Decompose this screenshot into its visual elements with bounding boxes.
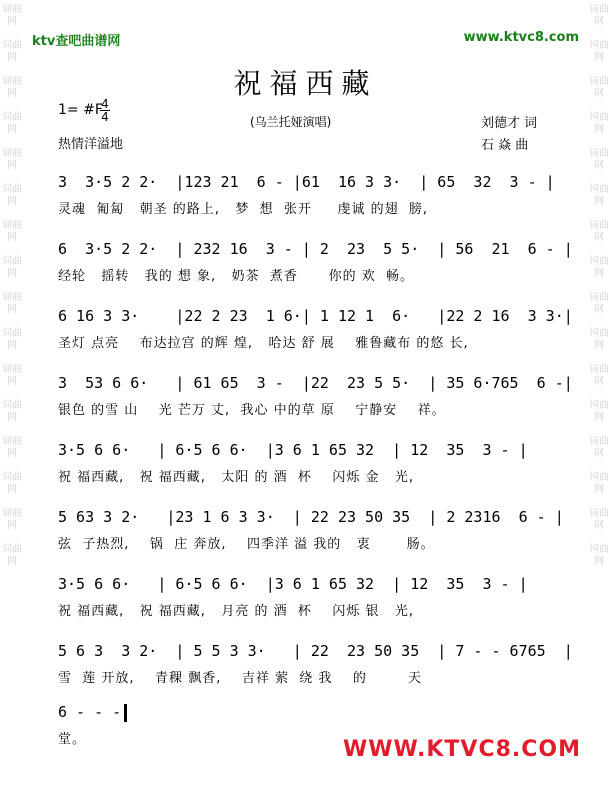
lyric-line: 经轮 摇转 我的 想 象, 奶茶 煮香 你的 欢 畅。	[58, 269, 415, 284]
side-char: 词曲网	[589, 4, 609, 27]
lyric-line: 灵魂 匍匐 朝圣 的路上, 梦 想 张开 虔诚 的翅 膀,	[58, 202, 429, 217]
lyric-line: 雪 莲 开放, 青稞 飘香, 吉祥 萦 绕 我 的 天	[58, 671, 422, 686]
tempo-mood: 热情洋溢地	[58, 137, 124, 152]
side-char: 词曲网	[589, 184, 609, 207]
lyric-line: 银色 的雪 山 光 芒万 丈, 我心 中的草 原 宁静安 祥。	[58, 403, 446, 418]
site-url-link[interactable]: www.ktvc8.com	[463, 30, 579, 45]
side-char: 词曲网	[2, 292, 22, 315]
site-watermark: WWW.KTVC8.COM	[343, 737, 581, 762]
score-row-7	[58, 572, 568, 622]
side-char: 词曲网	[589, 436, 609, 459]
lyric-line: 祝 福西藏, 祝 福西藏, 太阳 的 酒 杯 闪烁 金 光,	[58, 470, 415, 485]
right-watermark-strip	[587, 0, 611, 790]
side-char: 词曲网	[2, 400, 22, 423]
side-char: 词曲网	[589, 400, 609, 423]
notation-line: 5 63 3 2· |23 1 6 3 3· | 22 23 50 35 | 2 2316 6 - |	[58, 508, 564, 526]
key-signature: 1= #F	[58, 102, 103, 118]
side-char: 词曲网	[2, 40, 22, 63]
singer-credit: (乌兰托娅演唱)	[250, 115, 332, 129]
notation-line: 3 53 6 6· | 61 65 3 - |22 23 5 5· | 35 6·765 6 -|	[58, 374, 573, 392]
composer-credit: 石 焱 曲	[481, 138, 529, 153]
score-row-4	[58, 371, 573, 421]
side-char: 词曲网	[2, 328, 22, 351]
side-char: 词曲网	[589, 112, 609, 135]
side-char: 词曲网	[2, 184, 22, 207]
lyric-line: 堂。	[58, 732, 87, 747]
side-char: 词曲网	[2, 112, 22, 135]
notation-line: 3 3·5 2 2· |123 21 6 - |61 16 3 3· | 65 32 3 - |	[58, 173, 555, 191]
side-char: 词曲网	[2, 472, 22, 495]
score-row-2	[58, 237, 573, 287]
song-title: 祝福西藏	[233, 67, 378, 100]
score-row-6	[58, 505, 568, 555]
final-notes: 6 - - -	[58, 703, 122, 721]
side-char: 词曲网	[2, 544, 22, 567]
time-signature	[100, 98, 110, 123]
notation-line: 6 16 3 3· |22 2 23 1 6·| 1 12 1 6· |22 2 16 3 3·|	[58, 307, 573, 325]
time-sig-bottom: 4	[101, 110, 109, 124]
lyric-line: 祝 福西藏, 祝 福西藏, 月亮 的 酒 杯 闪烁 银 光,	[58, 604, 415, 619]
side-char: 词曲网	[589, 148, 609, 171]
side-char: 词曲网	[589, 364, 609, 387]
side-char: 词曲网	[589, 40, 609, 63]
side-char: 词曲网	[589, 76, 609, 99]
side-char: 词曲网	[589, 544, 609, 567]
notation-line: 3·5 6 6· | 6·5 6 6· |3 6 1 65 32 | 12 35 3 - |	[58, 575, 528, 593]
side-char: 词曲网	[589, 256, 609, 279]
notation-line: 6 3·5 2 2· | 232 16 3 - | 2 23 5 5· | 56 21 6 - |	[58, 240, 573, 258]
side-char: 词曲网	[589, 292, 609, 315]
lyricist-credit: 刘德才 词	[481, 116, 538, 131]
lyric-line: 圣灯 点亮 布达拉宫 的辉 煌, 哈达 舒 展 雅鲁藏布 的悠 长,	[58, 336, 469, 351]
score-row-5	[58, 438, 568, 488]
lyric-line: 弦 子热烈, 锅 庄 奔放, 四季洋 溢 我的 衷 肠。	[58, 537, 435, 552]
side-char: 词曲网	[589, 472, 609, 495]
notation-line: 3·5 6 6· | 6·5 6 6· |3 6 1 65 32 | 12 35 3 - |	[58, 441, 528, 459]
notation-line	[58, 700, 568, 724]
side-char: 词曲网	[589, 328, 609, 351]
side-char: 词曲网	[2, 364, 22, 387]
side-char: 词曲网	[589, 508, 609, 531]
score-row-1	[58, 170, 568, 220]
score-row-8	[58, 639, 573, 689]
side-char: 词曲网	[589, 220, 609, 243]
score-row-3	[58, 304, 573, 354]
side-char: 词曲网	[2, 508, 22, 531]
side-char: 词曲网	[2, 220, 22, 243]
side-char: 词曲网	[2, 148, 22, 171]
side-char: 词曲网	[2, 4, 22, 27]
time-sig-top: 4	[101, 97, 109, 111]
side-char: 词曲网	[2, 436, 22, 459]
left-watermark-strip	[0, 0, 24, 790]
final-barline	[124, 704, 127, 722]
notation-line: 5 6 3 3 2· | 5 5 3 3· | 22 23 50 35 | 7 - - 6765 |	[58, 642, 573, 660]
side-char: 词曲网	[2, 256, 22, 279]
side-char: 词曲网	[2, 76, 22, 99]
site-name-link[interactable]: ktv查吧曲谱网	[32, 34, 121, 49]
